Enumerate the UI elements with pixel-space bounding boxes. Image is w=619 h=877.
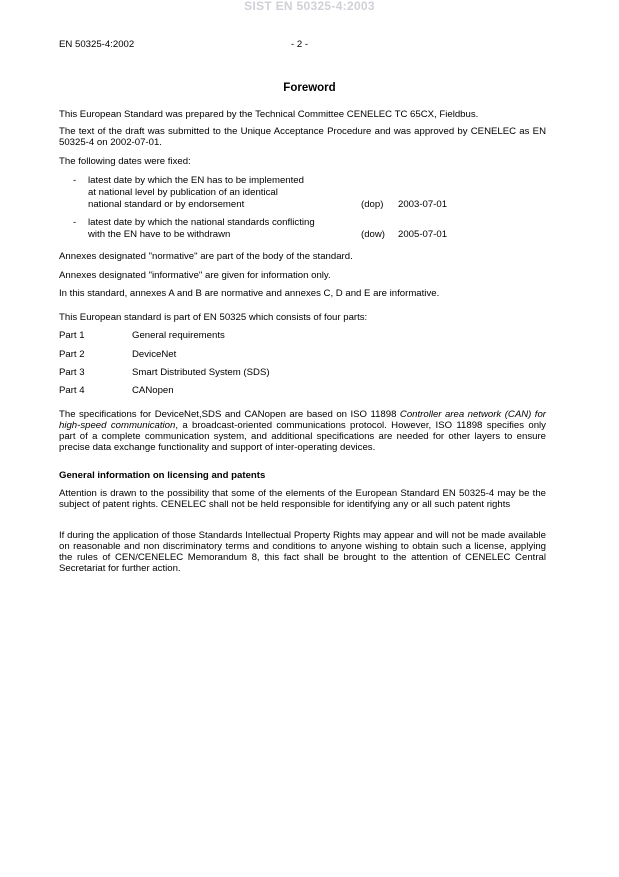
list-bullet: -: [73, 217, 77, 228]
part-label: Part 4: [59, 385, 85, 396]
page-title: Foreword: [283, 82, 336, 94]
intro-paragraph-1: This European Standard was prepared by the Technical Committee CENELEC TC 65CX, Fieldbus.: [59, 109, 479, 120]
specifications-paragraph: [59, 409, 546, 453]
spec-text-before: The specifications for DeviceNet,SDS and CANopen are based on ISO 11898: [59, 409, 400, 420]
part-label: Part 3: [59, 367, 85, 378]
part-title: General requirements: [132, 330, 225, 341]
licensing-paragraph-2: If during the application of those Standards Intellectual Property Rights may appear and will not be made available on reasonable and non discriminatory terms and conditions to anyone wishing to obtain such a license, applying the rules of CEN/CENELEC Memorandum 8, this fact shall be brought to the attention of CENELEC Central Secretariat for further action.: [59, 530, 546, 574]
list-item-line: with the EN have to be withdrawn: [88, 229, 231, 240]
watermark: SIST EN 50325-4:2003: [244, 0, 375, 13]
list-bullet: -: [73, 175, 77, 186]
part-title: CANopen: [132, 385, 174, 396]
intro-paragraph-2: The text of the draft was submitted to the Unique Acceptance Procedure and was approved by CENELEC as EN 50325-4 on 2002-07-01.: [59, 126, 546, 148]
part-title: DeviceNet: [132, 349, 177, 360]
header-page-number: - 2 -: [291, 39, 309, 50]
date-value: 2003-07-01: [398, 199, 448, 210]
spec-title-italic: Controller area network (CAN) for high-speed communication: [59, 409, 547, 431]
date-value: 2005-07-01: [398, 229, 448, 240]
list-item-line: at national level by publication of an identical: [88, 187, 278, 198]
annex-this-standard: In this standard, annexes A and B are normative and annexes C, D and E are informative.: [59, 288, 440, 299]
spec-text-after: , a broadcast-oriented communications protocol. However, ISO 11898 specifies only part of a complete communication system, and additional specifications are needed for other layers to ensure precise data exchange functionality and support of inter-operating devices.: [59, 420, 546, 453]
header-doc-id: EN 50325-4:2002: [59, 39, 135, 50]
list-item-line: latest date by which the national standards conflicting: [88, 217, 315, 228]
list-item-line: national standard or by endorsement: [88, 199, 245, 210]
date-code: (dow): [361, 229, 385, 240]
part-label: Part 2: [59, 349, 85, 360]
part-title: Smart Distributed System (SDS): [132, 367, 270, 378]
date-code: (dop): [361, 199, 384, 210]
intro-paragraph-3: The following dates were fixed:: [59, 156, 191, 167]
annex-informative: Annexes designated "informative" are given for information only.: [59, 270, 331, 281]
licensing-paragraph-1: Attention is drawn to the possibility that some of the elements of the European Standard EN 50325-4 may be the subject of patent rights. CENELEC shall not be held responsible for identifying any or all such patent rights: [59, 488, 546, 510]
parts-intro: This European standard is part of EN 50325 which consists of four parts:: [59, 312, 368, 323]
part-label: Part 1: [59, 330, 85, 341]
list-item-line: latest date by which the EN has to be implemented: [88, 175, 304, 186]
licensing-heading: General information on licensing and patents: [59, 470, 266, 481]
annex-normative: Annexes designated "normative" are part of the body of the standard.: [59, 251, 353, 262]
